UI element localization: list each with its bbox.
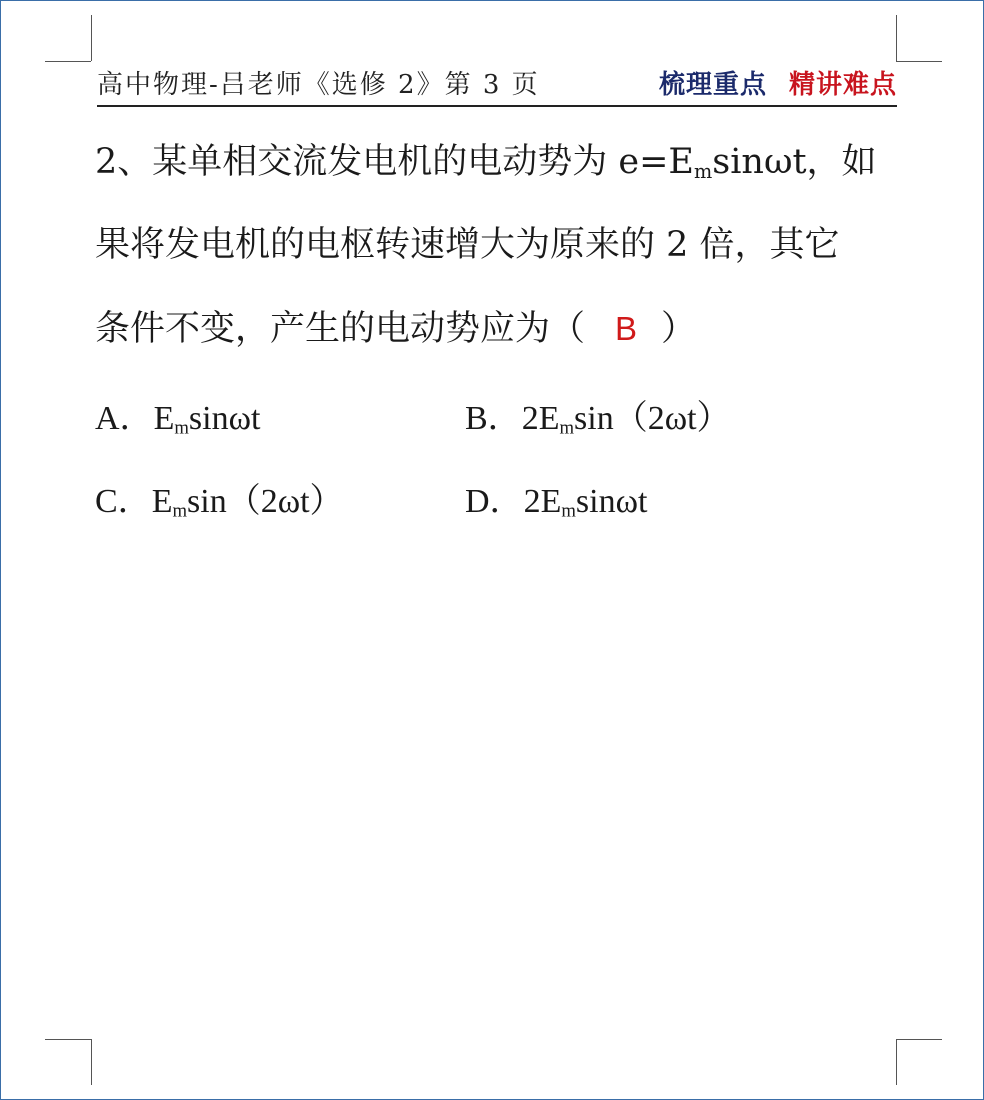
crop-mark-bottom-right-h [896,1039,942,1040]
option-a: A．$E_m\sin\omega t$ [95,400,261,439]
header-tags [659,64,897,105]
question-text [95,121,907,370]
option-b: B．$2E_m\sin(2\omega t)$ [465,400,731,439]
option-c: C．$E_m\sin(2\omega t)$ [95,483,344,522]
answer-mark: B [615,310,638,347]
options-row-2 [95,456,907,539]
header-title: 高中物理-吕老师《选修 2》第 3 页 [97,70,540,100]
answer-options [95,373,907,539]
question-line-3: 条件不变，产生的电动势应为（ B ） [95,309,697,349]
question-line-1: 2、某单相交流发电机的电动势为 $e=E_m\sin\omega t$，如 [95,142,877,183]
page-header [97,63,897,107]
crop-mark-bottom-left-h [45,1039,91,1040]
option-d: D．$2E_m\sin\omega t$ [465,483,648,522]
crop-mark-top-left-h [45,61,91,62]
question-line-2: 果将发电机的电枢转速增大为原来的 2 倍，其它 [95,225,840,265]
crop-mark-bottom-right-v [896,1039,897,1085]
crop-mark-top-right-v [896,15,897,61]
header-tag-difficulties: 精讲难点 [788,70,897,100]
crop-mark-bottom-left-v [91,1039,92,1085]
options-row-1 [95,373,907,456]
crop-mark-top-left-v [91,15,92,61]
header-tag-key-points: 梳理重点 [658,70,767,100]
crop-mark-top-right-h [896,61,942,62]
